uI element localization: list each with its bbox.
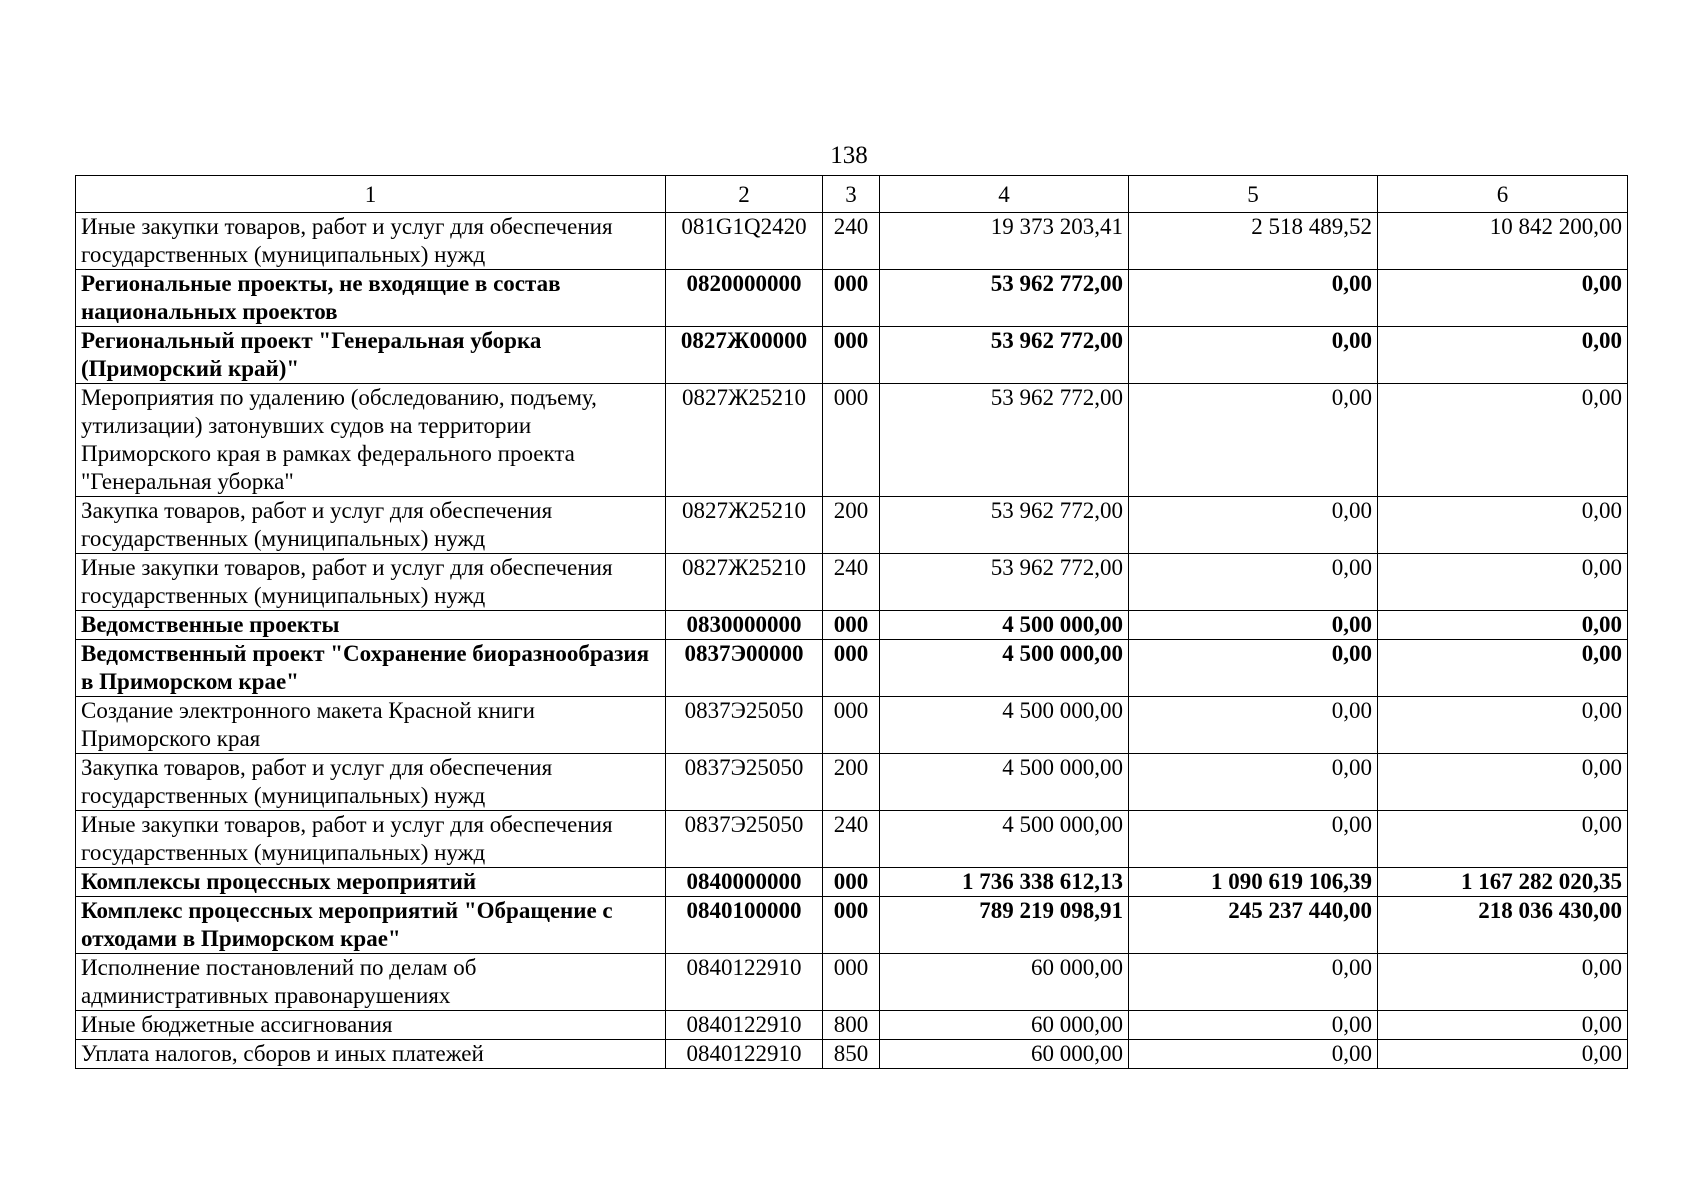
row-name-cell: Региональные проекты, не входящие в состав национальных проектов xyxy=(76,270,666,327)
row-amount-col-5: 0,00 xyxy=(1129,554,1378,611)
row-amount-col-5: 1 090 619 106,39 xyxy=(1129,868,1378,897)
row-amount-col-5: 0,00 xyxy=(1129,754,1378,811)
row-expense-type-cell: 200 xyxy=(823,754,880,811)
table-row xyxy=(76,754,1628,811)
row-amount-col-5: 0,00 xyxy=(1129,327,1378,384)
row-amount-col-5: 0,00 xyxy=(1129,611,1378,640)
row-name-cell: Исполнение постановлений по делам об административных правонарушениях xyxy=(76,954,666,1011)
row-code-cell: 0840000000 xyxy=(666,868,823,897)
row-amount-col-5: 0,00 xyxy=(1129,497,1378,554)
row-amount-col-6: 0,00 xyxy=(1378,384,1628,497)
row-amount-col-6: 0,00 xyxy=(1378,640,1628,697)
table-header xyxy=(76,176,1628,213)
row-name-cell: Мероприятия по удалению (обследованию, подъему, утилизации) затонувших судов на территории Приморского края в рамках федерального проекта "Генеральная уборка" xyxy=(76,384,666,497)
row-expense-type-cell: 240 xyxy=(823,213,880,270)
row-amount-col-6: 0,00 xyxy=(1378,811,1628,868)
row-amount-col-4: 53 962 772,00 xyxy=(880,384,1129,497)
row-name-cell: Иные закупки товаров, работ и услуг для обеспечения государственных (муниципальных) нужд xyxy=(76,213,666,270)
row-name-cell: Иные закупки товаров, работ и услуг для обеспечения государственных (муниципальных) нужд xyxy=(76,811,666,868)
row-amount-col-5: 0,00 xyxy=(1129,270,1378,327)
row-expense-type-cell: 000 xyxy=(823,640,880,697)
row-expense-type-cell: 800 xyxy=(823,1011,880,1040)
row-name-cell: Региональный проект "Генеральная уборка (Приморский край)" xyxy=(76,327,666,384)
row-code-cell: 0840122910 xyxy=(666,1040,823,1069)
table-row xyxy=(76,811,1628,868)
row-code-cell: 0837Э25050 xyxy=(666,697,823,754)
row-expense-type-cell: 000 xyxy=(823,897,880,954)
row-amount-col-6: 0,00 xyxy=(1378,554,1628,611)
row-amount-col-4: 60 000,00 xyxy=(880,1040,1129,1069)
row-amount-col-4: 4 500 000,00 xyxy=(880,611,1129,640)
row-expense-type-cell: 000 xyxy=(823,327,880,384)
row-expense-type-cell: 240 xyxy=(823,554,880,611)
row-code-cell: 081G1Q2420 xyxy=(666,213,823,270)
table-row xyxy=(76,697,1628,754)
row-amount-col-6: 0,00 xyxy=(1378,1011,1628,1040)
row-name-cell: Комплекс процессных мероприятий "Обращение с отходами в Приморском крае" xyxy=(76,897,666,954)
row-amount-col-5: 0,00 xyxy=(1129,1011,1378,1040)
row-amount-col-6: 218 036 430,00 xyxy=(1378,897,1628,954)
table-row xyxy=(76,213,1628,270)
row-expense-type-cell: 200 xyxy=(823,497,880,554)
table-row xyxy=(76,327,1628,384)
row-amount-col-6: 1 167 282 020,35 xyxy=(1378,868,1628,897)
row-amount-col-6: 0,00 xyxy=(1378,697,1628,754)
row-amount-col-5: 0,00 xyxy=(1129,811,1378,868)
row-name-cell: Комплексы процессных мероприятий xyxy=(76,868,666,897)
table-row xyxy=(76,897,1628,954)
row-amount-col-4: 19 373 203,41 xyxy=(880,213,1129,270)
table-row xyxy=(76,1040,1628,1069)
row-code-cell: 0827Ж25210 xyxy=(666,384,823,497)
row-expense-type-cell: 000 xyxy=(823,384,880,497)
header-col-1: 1 xyxy=(76,176,666,213)
row-amount-col-5: 0,00 xyxy=(1129,954,1378,1011)
header-col-6: 6 xyxy=(1378,176,1628,213)
row-code-cell: 0840100000 xyxy=(666,897,823,954)
row-amount-col-6: 0,00 xyxy=(1378,611,1628,640)
row-amount-col-4: 60 000,00 xyxy=(880,954,1129,1011)
table-body xyxy=(76,213,1628,1069)
table-row xyxy=(76,270,1628,327)
row-code-cell: 0837Э25050 xyxy=(666,811,823,868)
row-name-cell: Ведомственный проект "Сохранение биоразнообразия в Приморском крае" xyxy=(76,640,666,697)
row-expense-type-cell: 000 xyxy=(823,868,880,897)
row-amount-col-5: 0,00 xyxy=(1129,384,1378,497)
row-code-cell: 0827Ж00000 xyxy=(666,327,823,384)
row-amount-col-4: 1 736 338 612,13 xyxy=(880,868,1129,897)
row-name-cell: Создание электронного макета Красной книги Приморского края xyxy=(76,697,666,754)
row-name-cell: Иные бюджетные ассигнования xyxy=(76,1011,666,1040)
budget-table xyxy=(75,175,1628,1069)
header-col-2: 2 xyxy=(666,176,823,213)
row-expense-type-cell: 000 xyxy=(823,270,880,327)
row-amount-col-4: 4 500 000,00 xyxy=(880,754,1129,811)
row-code-cell: 0837Э00000 xyxy=(666,640,823,697)
page-number: 138 xyxy=(830,142,868,169)
header-row xyxy=(76,176,1628,213)
table-row xyxy=(76,554,1628,611)
row-name-cell: Уплата налогов, сборов и иных платежей xyxy=(76,1040,666,1069)
row-name-cell: Ведомственные проекты xyxy=(76,611,666,640)
row-expense-type-cell: 000 xyxy=(823,954,880,1011)
row-amount-col-6: 0,00 xyxy=(1378,497,1628,554)
row-code-cell: 0840122910 xyxy=(666,954,823,1011)
header-col-3: 3 xyxy=(823,176,880,213)
row-amount-col-4: 4 500 000,00 xyxy=(880,811,1129,868)
table-row xyxy=(76,384,1628,497)
row-amount-col-4: 4 500 000,00 xyxy=(880,697,1129,754)
table-row xyxy=(76,640,1628,697)
row-amount-col-4: 4 500 000,00 xyxy=(880,640,1129,697)
table-row xyxy=(76,497,1628,554)
table-row xyxy=(76,868,1628,897)
row-amount-col-5: 0,00 xyxy=(1129,640,1378,697)
row-code-cell: 0837Э25050 xyxy=(666,754,823,811)
row-amount-col-5: 0,00 xyxy=(1129,697,1378,754)
row-amount-col-6: 0,00 xyxy=(1378,954,1628,1011)
row-code-cell: 0827Ж25210 xyxy=(666,554,823,611)
row-expense-type-cell: 000 xyxy=(823,611,880,640)
header-col-4: 4 xyxy=(880,176,1129,213)
row-name-cell: Закупка товаров, работ и услуг для обеспечения государственных (муниципальных) нужд xyxy=(76,754,666,811)
row-name-cell: Иные закупки товаров, работ и услуг для обеспечения государственных (муниципальных) нужд xyxy=(76,554,666,611)
row-code-cell: 0827Ж25210 xyxy=(666,497,823,554)
row-amount-col-6: 0,00 xyxy=(1378,754,1628,811)
row-amount-col-4: 53 962 772,00 xyxy=(880,554,1129,611)
row-amount-col-4: 60 000,00 xyxy=(880,1011,1129,1040)
row-amount-col-6: 0,00 xyxy=(1378,1040,1628,1069)
table-row xyxy=(76,611,1628,640)
row-amount-col-6: 0,00 xyxy=(1378,327,1628,384)
row-code-cell: 0830000000 xyxy=(666,611,823,640)
header-col-5: 5 xyxy=(1129,176,1378,213)
row-expense-type-cell: 240 xyxy=(823,811,880,868)
row-expense-type-cell: 000 xyxy=(823,697,880,754)
row-amount-col-6: 10 842 200,00 xyxy=(1378,213,1628,270)
row-expense-type-cell: 850 xyxy=(823,1040,880,1069)
table-row xyxy=(76,954,1628,1011)
row-amount-col-4: 789 219 098,91 xyxy=(880,897,1129,954)
row-amount-col-5: 245 237 440,00 xyxy=(1129,897,1378,954)
row-code-cell: 0840122910 xyxy=(666,1011,823,1040)
row-amount-col-5: 0,00 xyxy=(1129,1040,1378,1069)
row-amount-col-5: 2 518 489,52 xyxy=(1129,213,1378,270)
row-amount-col-4: 53 962 772,00 xyxy=(880,327,1129,384)
row-code-cell: 0820000000 xyxy=(666,270,823,327)
row-amount-col-4: 53 962 772,00 xyxy=(880,270,1129,327)
row-amount-col-4: 53 962 772,00 xyxy=(880,497,1129,554)
row-name-cell: Закупка товаров, работ и услуг для обеспечения государственных (муниципальных) нужд xyxy=(76,497,666,554)
row-amount-col-6: 0,00 xyxy=(1378,270,1628,327)
table-row xyxy=(76,1011,1628,1040)
